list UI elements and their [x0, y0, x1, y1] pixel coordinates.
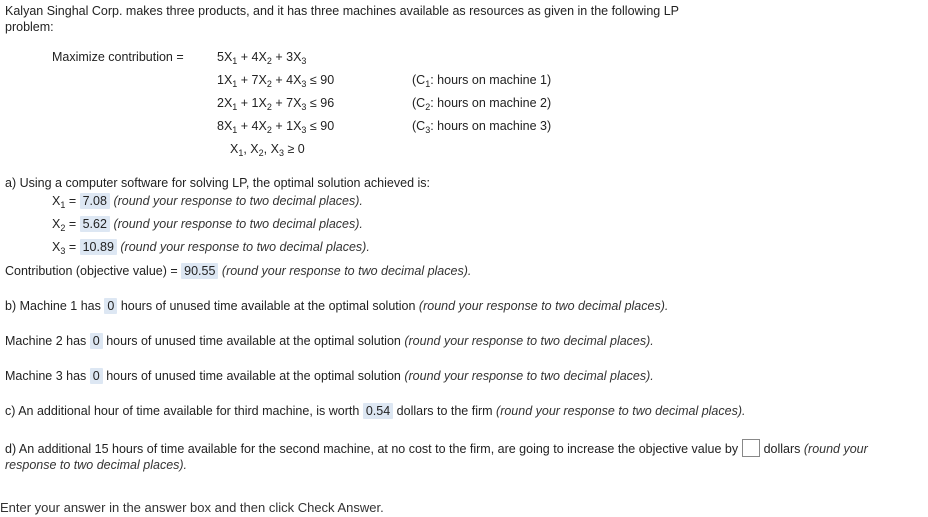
part-d-row: d) An additional 15 hours of time available for the second machine, at no cost to the firm, are going to increase the objective value by dollars (round your: [5, 439, 868, 457]
constraint-3: $8X_1 + 4X_2 + 1X_3 \le 90$: [217, 119, 335, 135]
machine-2-row: Machine 2 has 0 hours of unused time available at the optimal solution (round your response to two decimal places).: [5, 334, 654, 348]
x2-answer-field[interactable]: 5.62: [80, 216, 110, 232]
contribution-answer-row: Contribution (objective value) = 90.55 (round your response to two decimal places).: [5, 264, 472, 278]
objective-increase-input[interactable]: [742, 439, 760, 457]
shadow-price-field[interactable]: 0.54: [363, 403, 393, 419]
x3-answer-field[interactable]: 10.89: [80, 239, 117, 255]
objective-label: Maximize contribution =: [52, 50, 184, 64]
nonnegativity-constraint: $X_1$, $X_2$, $X_3 \ge 0$: [230, 142, 305, 158]
machine-2-unused-field[interactable]: 0: [90, 333, 103, 349]
machine-3-unused-field[interactable]: 0: [90, 368, 103, 384]
objective-expression: $5X_1 + 4X_2 + 3X_3$: [217, 50, 307, 66]
footer-instruction: Enter your answer in the answer box and then click Check Answer.: [0, 500, 384, 515]
machine-3-row: Machine 3 has 0 hours of unused time available at the optimal solution (round your response to two decimal places).: [5, 369, 654, 383]
problem-intro-line2: problem:: [5, 20, 54, 34]
x1-answer-field[interactable]: 7.08: [80, 193, 110, 209]
x1-answer-row: $X_1 = 7.08$ (round your response to two decimal places).: [52, 194, 363, 210]
contribution-answer-field[interactable]: 90.55: [181, 263, 218, 279]
machine-1-row: b) Machine 1 has 0 hours of unused time available at the optimal solution (round your response to two decimal places).: [5, 299, 669, 313]
x3-answer-row: $X_3 = 10.89$ (round your response to two decimal places).: [52, 240, 370, 256]
constraint-3-note: ($C_3$: hours on machine 3): [412, 119, 552, 135]
machine-1-unused-field[interactable]: 0: [104, 298, 117, 314]
part-a-heading: a) Using a computer software for solving LP, the optimal solution achieved is:: [5, 176, 430, 190]
part-c-row: c) An additional hour of time available for third machine, is worth 0.54 dollars to the firm (round your response to two decimal places).: [5, 404, 746, 418]
x2-answer-row: $X_2 = 5.62$ (round your response to two decimal places).: [52, 217, 363, 233]
constraint-2: $2X_1 + 1X_2 + 7X_3 \le 96$: [217, 96, 335, 112]
constraint-2-note: ($C_2$: hours on machine 2): [412, 96, 552, 112]
problem-intro-line1: Kalyan Singhal Corp. makes three products, and it has three machines available as resources as given in the following LP: [5, 4, 679, 18]
part-d-hint-continued: response to two decimal places).: [5, 458, 188, 472]
constraint-1: $1X_1 + 7X_2 + 4X_3 \le 90$: [217, 73, 335, 89]
constraint-1-note: ($C_1$: hours on machine 1): [412, 73, 552, 89]
